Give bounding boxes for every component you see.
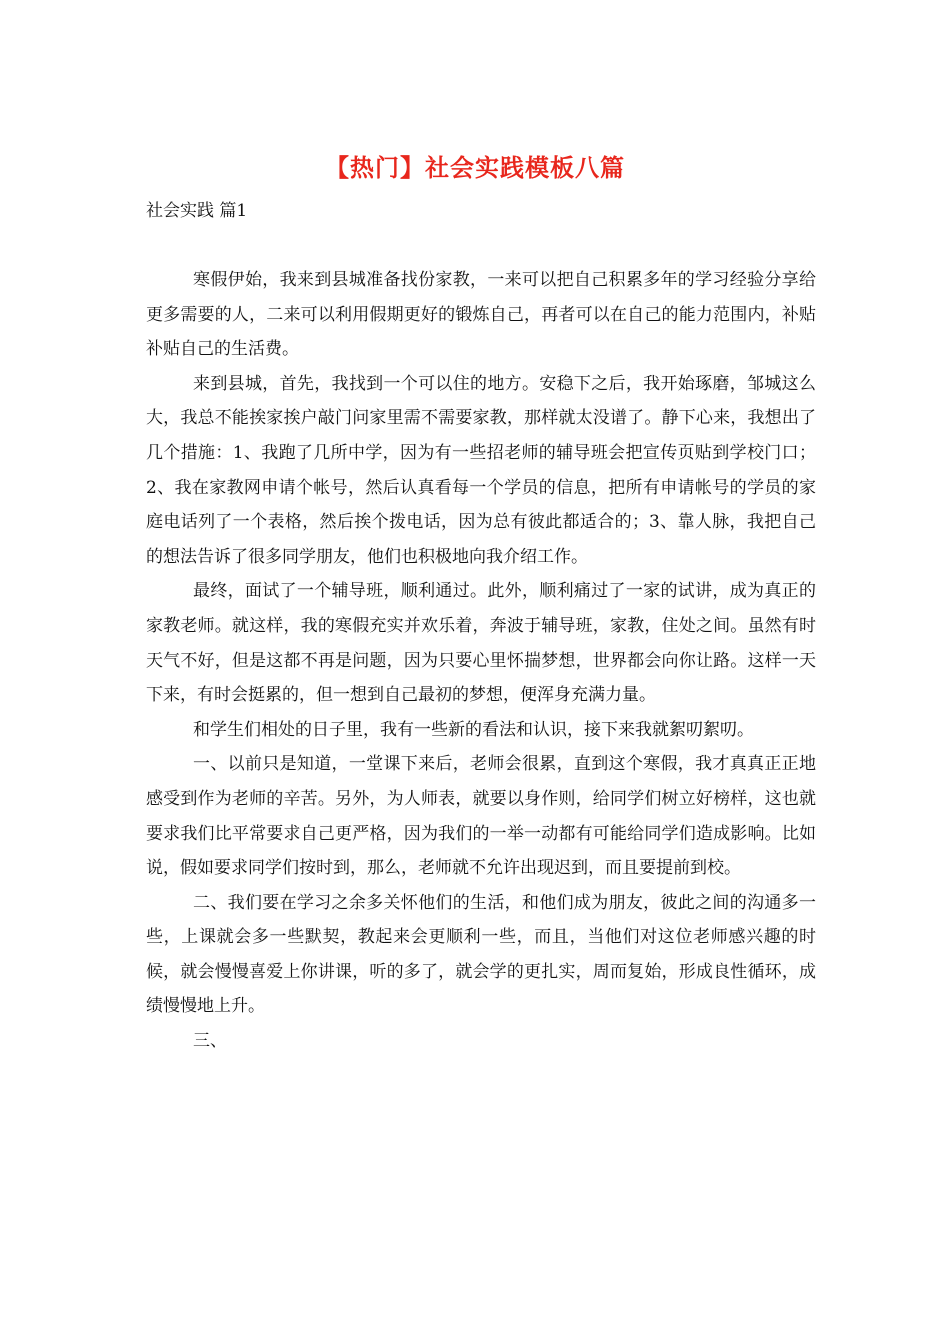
paragraph: 最终，面试了一个辅导班，顺利通过。此外，顺利痛过了一家的试讲，成为真正的家教老师。就这样，我的寒假充实并欢乐着，奔波于辅导班，家教，住处之间。虽然有时天气不好，但是这都不再是问题，因为只要心里怀揣梦想，世界都会向你让路。这样一天下来，有时会挺累的，但一想到自己最初的梦想，便浑身充满力量。 (146, 581, 816, 706)
paragraph: 二、我们要在学习之余多关怀他们的生活，和他们成为朋友，彼此之间的沟通多一些，上课就会多一些默契，教起来会更顺利一些，而且，当他们对这位老师感兴趣的时候，就会慢慢喜爱上你讲课，听的多了，就会学的更扎实，周而复始，形成良性循环，成绩慢慢地上升。 (146, 892, 816, 1017)
paragraph: 一、以前只是知道，一堂课下来后，老师会很累，直到这个寒假，我才真真正正地感受到作为老师的辛苦。另外，为人师表，就要以身作则，给同学们树立好榜样，这也就要求我们比平常要求自己更严格，因为我们的一举一动都有可能给同学们造成影响。比如说，假如要求同学们按时到，那么，老师就不允许出现迟到，而且要提前到校。 (146, 754, 816, 879)
document-title: 【热门】社会实践模板八篇 (325, 153, 625, 182)
paragraph: 寒假伊始，我来到县城准备找份家教，一来可以把自己积累多年的学习经验分享给更多需要的人，二来可以利用假期更好的锻炼自己，再者可以在自己的能力范围内，补贴补贴自己的生活费。 (146, 270, 816, 360)
section-heading: 社会实践 篇1 (146, 201, 248, 221)
paragraph: 和学生们相处的日子里，我有一些新的看法和认识，接下来我就絮叨絮叨。 (193, 719, 754, 740)
paragraph: 三、 (193, 1031, 227, 1052)
document-body (146, 263, 816, 1059)
paragraph: 来到县城，首先，我找到一个可以住的地方。安稳下之后，我开始琢磨，邹城这么大，我总不能挨家挨户敲门问家里需不需要家教，那样就太没谱了。静下心来，我想出了几个措施：1、我跑了几所中学，因为有一些招老师的辅导班会把宣传页贴到学校门口；2、我在家教网申请个帐号，然后认真看每一个学员的信息，把所有申请帐号的学员的家庭电话列了一个表格，然后挨个拨电话，因为总有彼此都适合的；3、靠人脉，我把自己的想法告诉了很多同学朋友，他们也积极地向我介绍工作。 (146, 373, 816, 567)
